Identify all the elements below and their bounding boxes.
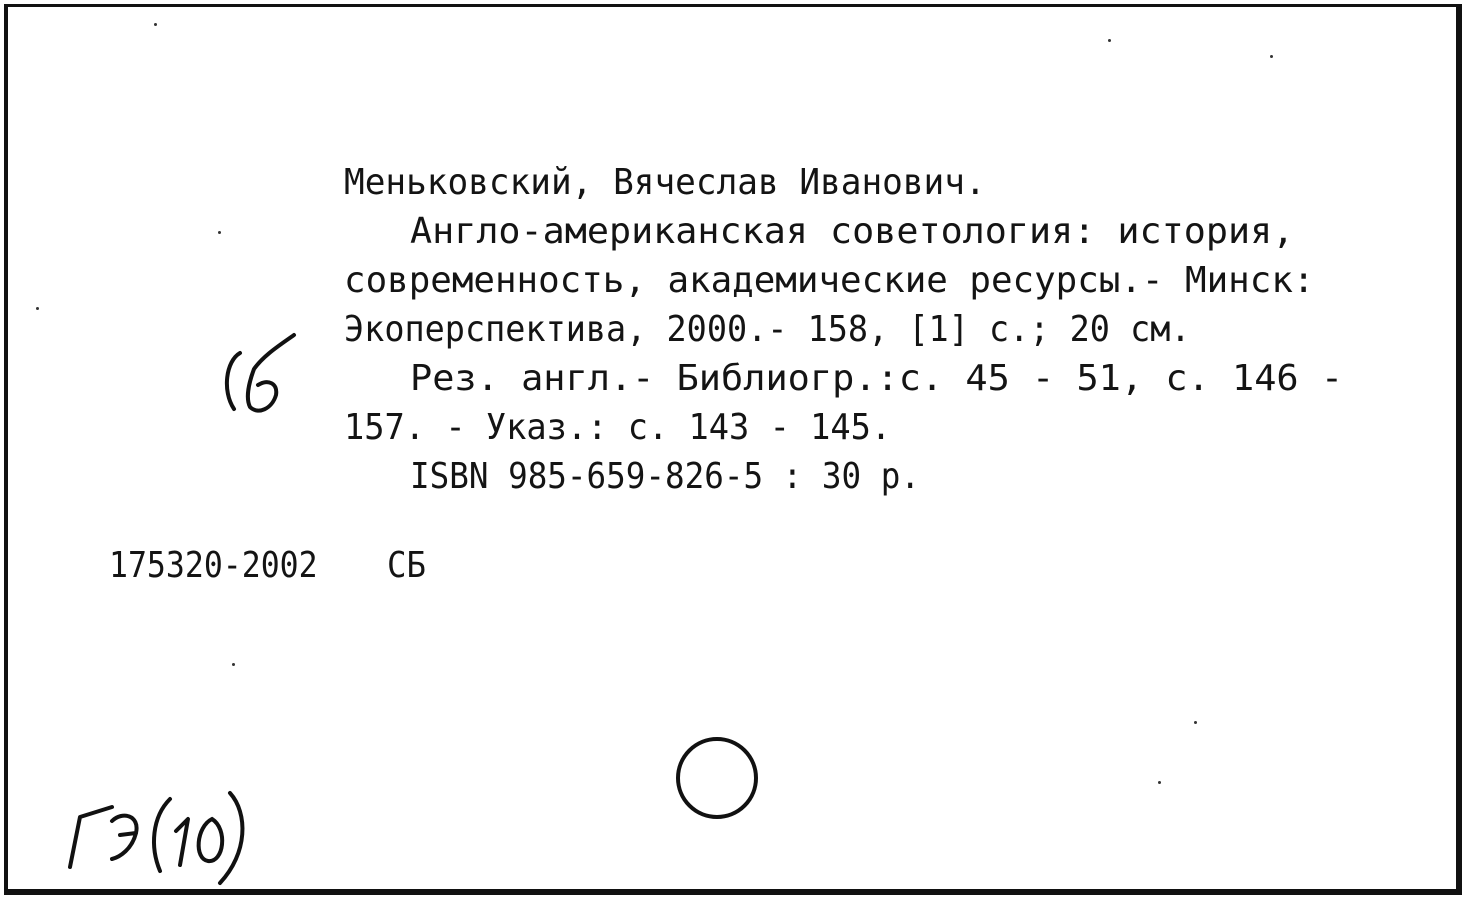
scan-speck (218, 231, 221, 234)
scan-speck (1270, 55, 1273, 58)
notes-line-1: Рез. англ.- Библиогр.:с. 45 - 51, с. 146 - (410, 358, 1344, 399)
punch-hole (676, 737, 758, 819)
scan-speck (1158, 781, 1161, 784)
title-line-3: Экоперспектива, 2000.- 158, [1] с.; 20 см. (344, 309, 1191, 350)
scan-speck (1108, 39, 1111, 42)
handwritten-shelf-mark (64, 783, 264, 893)
scan-speck (36, 307, 39, 310)
isbn-line: ISBN 985-659-826-5 : 30 р. (410, 456, 920, 497)
accession-mark: СБ (387, 545, 427, 586)
catalog-card (4, 4, 1462, 895)
scan-speck (154, 23, 157, 26)
title-line-1: Англо-американская советология: история, (410, 211, 1295, 252)
handwritten-sb-mark (214, 329, 304, 419)
notes-line-2: 157. - Указ.: с. 143 - 145. (344, 407, 892, 448)
scan-speck (232, 663, 235, 666)
title-line-2: современность, академические ресурсы.- Минск: (344, 260, 1315, 301)
author-heading: Меньковский, Вячеслав Иванович. (344, 162, 986, 203)
scan-speck (1194, 721, 1197, 724)
accession-number: 175320-2002 (109, 545, 318, 586)
